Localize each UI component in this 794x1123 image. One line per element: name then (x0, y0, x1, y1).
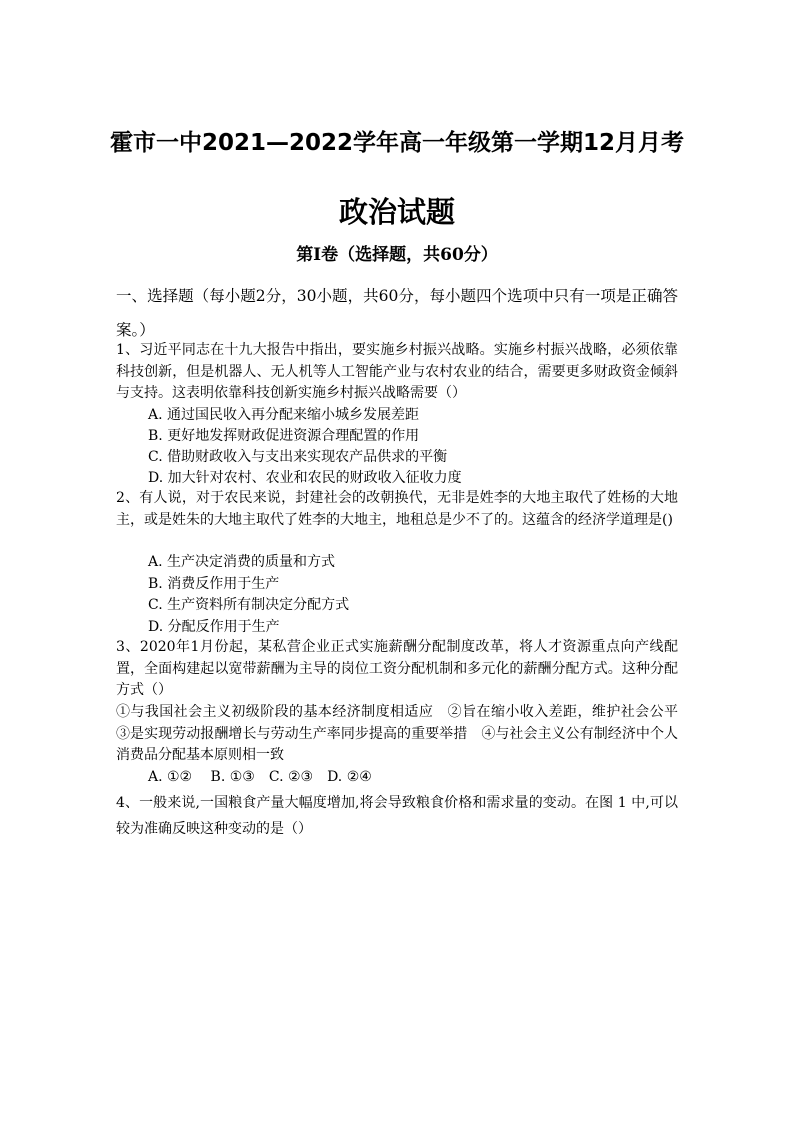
question-3-statements: ①与我国社会主义初级阶段的基本经济制度相适应 ②旨在缩小收入差距，维护社会公平 ③是实现劳动报酬增长与劳动生产率同步提高的重要举措 ④与社会主义公有制经济中个人消费品分配基本原则相一致 (116, 704, 692, 763)
question-1-option-d: D. 加大针对农村、农业和农民的财政收入征收力度 (148, 470, 462, 486)
subject-title: 政治试题 (338, 195, 455, 229)
question-4-stem: 4、一般来说,一国粮食产量大幅度增加,将会导致粮食价格和需求量的变动。在图 1 中,可以较为准确反映这种变动的是（） (116, 795, 678, 837)
question-2-option-d: D. 分配反作用于生产 (148, 619, 280, 635)
question-1-option-a: A. 通过国民收入再分配来缩小城乡发展差距 (148, 407, 420, 423)
question-2-option-c: C. 生产资料所有制决定分配方式 (148, 597, 350, 613)
exam-title: 霍市一中2021—2022学年高一年级第一学期12月月考 (109, 130, 685, 156)
question-1-stem: 1、习近平同志在十九大报告中指出，要实施乡村振兴战略。实施乡村振兴战略，必须依靠科技创新，但是机器人、无人机等人工智能产业与农村农业的结合，需要更多财政资金倾斜与支持。这表明依靠科技创新实施乡村振兴战略需要（） (116, 342, 678, 401)
section-title: 第I卷（选择题，共60分） (296, 245, 498, 265)
question-2-option-a: A. 生产决定消费的质量和方式 (148, 554, 336, 570)
question-2-stem: 2、有人说，对于农民来说，封建社会的改朝换代，无非是姓李的大地主取代了姓杨的大地主，或是姓朱的大地主取代了姓李的大地主，地租总是少不了的。这蕴含的经济学道理是() (116, 490, 678, 528)
question-3-choices: A. ①② B. ①③ C. ②③ D. ②④ (148, 769, 372, 785)
section-instructions: 一、选择题（每小题2分，30小题，共60分，每小题四个选项中只有一项是正确答案。） (116, 287, 678, 339)
question-1-option-c: C. 借助财政收入与支出来实现农产品供求的平衡 (148, 449, 448, 465)
question-3-stem: 3、2020年1月份起，某私营企业正式实施薪酬分配制度改革，将人才资源重点向产线配置，全面构建起以宽带薪酬为主导的岗位工资分配机制和多元化的薪酬分配方式。这种分配方式（） (116, 639, 678, 698)
question-1-option-b: B. 更好地发挥财政促进资源合理配置的作用 (148, 428, 420, 444)
question-2-option-b: B. 消费反作用于生产 (148, 576, 280, 592)
